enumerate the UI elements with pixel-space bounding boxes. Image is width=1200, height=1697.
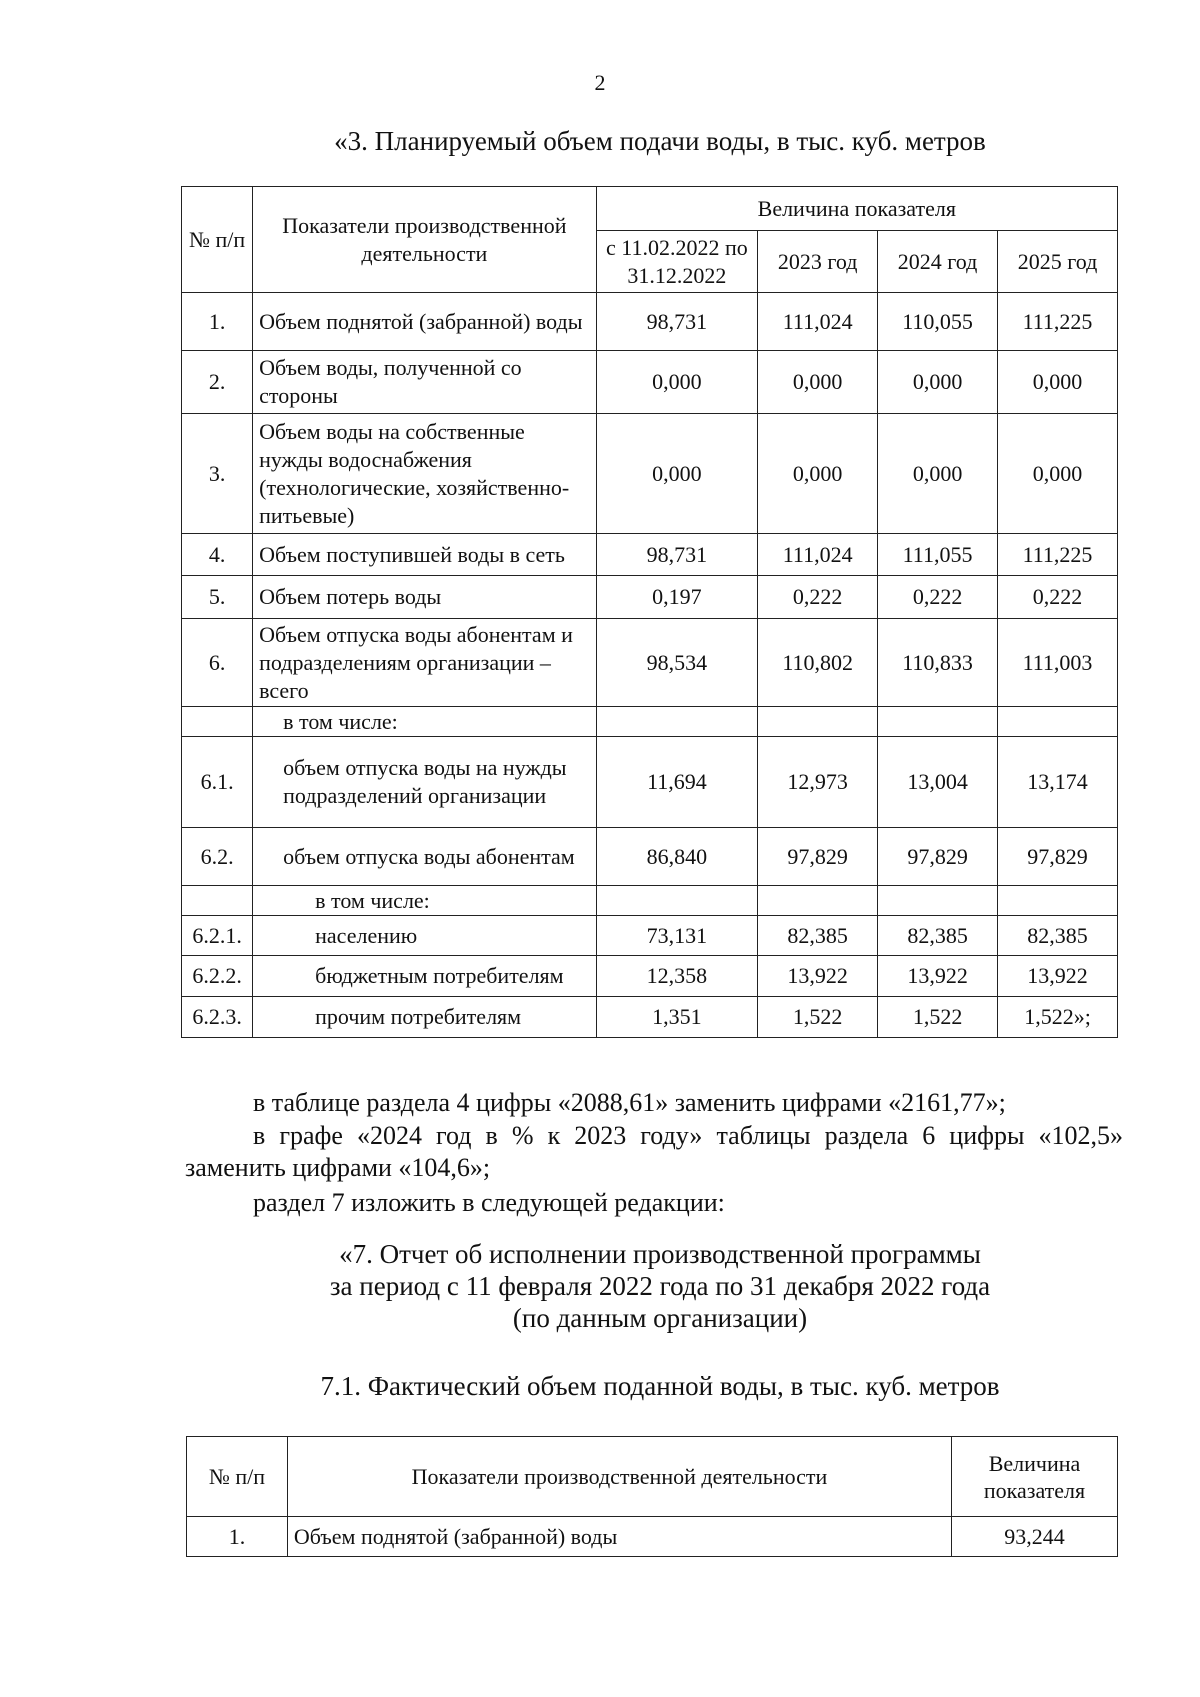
row-label: Объем воды на собственные нужды водоснабжения (технологические, хозяйственно-питьевые) — [253, 414, 597, 534]
table-row — [182, 534, 1118, 576]
row-label: прочим потребителям — [253, 997, 597, 1038]
cell-2025: 111,225 — [998, 293, 1118, 351]
row-num: 5. — [182, 576, 253, 619]
cell-2025: 0,222 — [998, 576, 1118, 619]
row-num: 6. — [182, 619, 253, 707]
table-row — [182, 576, 1118, 619]
cell-2024 — [878, 707, 998, 737]
cell-2023 — [758, 707, 878, 737]
cell-2023: 97,829 — [758, 828, 878, 886]
table-row — [182, 828, 1118, 886]
header-num: № п/п — [187, 1437, 288, 1517]
header-2024: 2024 год — [878, 231, 998, 293]
cell-period1: 0,000 — [596, 351, 758, 414]
cell-2024: 13,004 — [878, 737, 998, 828]
cell-2025: 13,922 — [998, 956, 1118, 997]
cell-2025: 13,174 — [998, 737, 1118, 828]
cell-period1: 1,351 — [596, 997, 758, 1038]
cell-value: 93,244 — [952, 1517, 1118, 1557]
cell-2025: 0,000 — [998, 414, 1118, 534]
cell-period1: 0,000 — [596, 414, 758, 534]
header-value: Величина показателя — [596, 187, 1117, 231]
cell-2024: 110,055 — [878, 293, 998, 351]
header-indicator: Показатели производственной деятельности — [253, 187, 597, 293]
paragraph-section4-change: в таблице раздела 4 цифры «2088,61» заменить цифрами «2161,77»; — [253, 1088, 1006, 1117]
row-label: Объем отпуска воды абонентам и подразделениям организации – всего — [253, 619, 597, 707]
row-label: Объем потерь воды — [253, 576, 597, 619]
cell-2024: 111,055 — [878, 534, 998, 576]
table-row — [182, 886, 1118, 916]
cell-2025 — [998, 707, 1118, 737]
cell-period1: 11,694 — [596, 737, 758, 828]
row-num: 6.2.3. — [182, 997, 253, 1038]
row-label: Объем воды, полученной со стороны — [253, 351, 597, 414]
cell-2025 — [998, 886, 1118, 916]
cell-2023: 1,522 — [758, 997, 878, 1038]
row-num: 6.2. — [182, 828, 253, 886]
row-num — [182, 707, 253, 737]
cell-2025: 111,225 — [998, 534, 1118, 576]
cell-2024: 82,385 — [878, 916, 998, 956]
table-row — [182, 916, 1118, 956]
row-num: 1. — [182, 293, 253, 351]
cell-2023 — [758, 886, 878, 916]
row-label: в том числе: — [253, 707, 597, 737]
row-label: Объем поднятой (забранной) воды — [287, 1517, 951, 1557]
cell-2024: 97,829 — [878, 828, 998, 886]
table-row — [182, 707, 1118, 737]
cell-2023: 111,024 — [758, 534, 878, 576]
page-number: 2 — [594, 70, 606, 95]
row-label: объем отпуска воды на нужды подразделений организации — [253, 737, 597, 828]
header-2025: 2025 год — [998, 231, 1118, 293]
cell-2023: 0,222 — [758, 576, 878, 619]
cell-2025: 97,829 — [998, 828, 1118, 886]
row-label: Объем поднятой (забранной) воды — [253, 293, 597, 351]
cell-period1: 86,840 — [596, 828, 758, 886]
header-num: № п/п — [182, 187, 253, 293]
section-7-title-line1: «7. Отчет об исполнении производственной программы — [339, 1239, 981, 1269]
paragraph-section6-change: в графе «2024 год в % к 2023 году» таблицы раздела 6 цифры «102,5» — [253, 1121, 1123, 1150]
header-indicator: Показатели производственной деятельности — [287, 1437, 951, 1517]
row-num: 3. — [182, 414, 253, 534]
row-label: в том числе: — [253, 886, 597, 916]
row-num: 6.1. — [182, 737, 253, 828]
table-row — [182, 351, 1118, 414]
table-row — [182, 956, 1118, 997]
row-num: 4. — [182, 534, 253, 576]
section-7-1-title: 7.1. Фактический объем поданной воды, в тыс. куб. метров — [320, 1371, 1000, 1401]
header-2023: 2023 год — [758, 231, 878, 293]
cell-2023: 82,385 — [758, 916, 878, 956]
cell-2023: 110,802 — [758, 619, 878, 707]
cell-period1 — [596, 886, 758, 916]
cell-period1: 98,534 — [596, 619, 758, 707]
cell-period1: 98,731 — [596, 534, 758, 576]
section-7-title-line2: за период с 11 февраля 2022 года по 31 декабря 2022 года — [329, 1271, 991, 1301]
cell-period1: 0,197 — [596, 576, 758, 619]
cell-2023: 0,000 — [758, 414, 878, 534]
section-7-title-line3: (по данным организации) — [512, 1303, 808, 1333]
cell-2023: 111,024 — [758, 293, 878, 351]
row-label: бюджетным потребителям — [253, 956, 597, 997]
cell-2024: 0,000 — [878, 414, 998, 534]
cell-2024: 13,922 — [878, 956, 998, 997]
header-period1: с 11.02.2022 по 31.12.2022 — [596, 231, 758, 293]
row-num: 1. — [187, 1517, 288, 1557]
paragraph-section7-intro: раздел 7 изложить в следующей редакции: — [253, 1188, 725, 1217]
table-row — [182, 737, 1118, 828]
row-label: населению — [253, 916, 597, 956]
row-label: объем отпуска воды абонентам — [253, 828, 597, 886]
table-row — [182, 414, 1118, 534]
table-row — [182, 997, 1118, 1038]
cell-2025: 1,522»; — [998, 997, 1118, 1038]
section-7-title — [60, 1238, 1200, 1334]
row-num: 2. — [182, 351, 253, 414]
cell-period1: 98,731 — [596, 293, 758, 351]
actual-water-supply-table — [186, 1436, 1118, 1557]
cell-2024 — [878, 886, 998, 916]
row-num — [182, 886, 253, 916]
row-label: Объем поступившей воды в сеть — [253, 534, 597, 576]
cell-2023: 12,973 — [758, 737, 878, 828]
cell-2024: 1,522 — [878, 997, 998, 1038]
table-row — [182, 293, 1118, 351]
cell-2023: 0,000 — [758, 351, 878, 414]
cell-period1: 73,131 — [596, 916, 758, 956]
table-row — [182, 619, 1118, 707]
paragraph-section6-change-cont: заменить цифрами «104,6»; — [185, 1153, 491, 1182]
row-num: 6.2.1. — [182, 916, 253, 956]
cell-2025: 82,385 — [998, 916, 1118, 956]
section-3-title: «3. Планируемый объем подачи воды, в тыс. куб. метров — [334, 126, 986, 156]
planned-water-supply-table — [181, 186, 1118, 1038]
cell-period1 — [596, 707, 758, 737]
cell-period1: 12,358 — [596, 956, 758, 997]
table-row — [187, 1517, 1118, 1557]
cell-2024: 110,833 — [878, 619, 998, 707]
header-value: Величина показателя — [952, 1437, 1118, 1517]
cell-2025: 111,003 — [998, 619, 1118, 707]
cell-2025: 0,000 — [998, 351, 1118, 414]
row-num: 6.2.2. — [182, 956, 253, 997]
cell-2024: 0,000 — [878, 351, 998, 414]
cell-2023: 13,922 — [758, 956, 878, 997]
cell-2024: 0,222 — [878, 576, 998, 619]
